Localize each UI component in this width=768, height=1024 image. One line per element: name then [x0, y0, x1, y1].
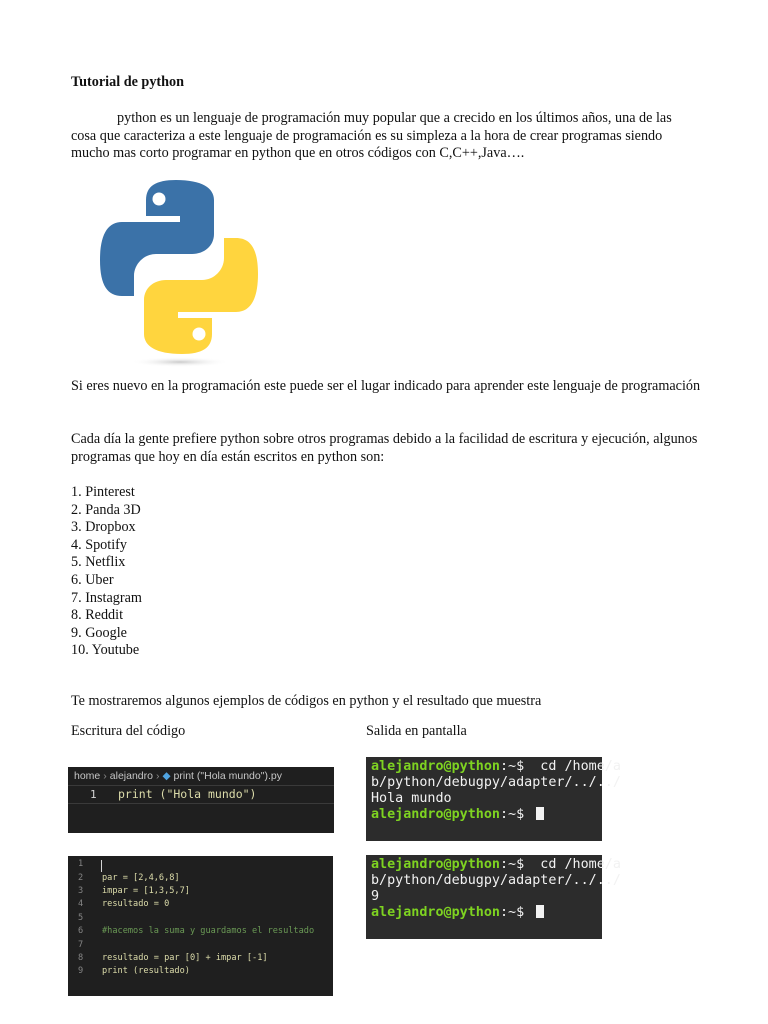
line-number: 2	[78, 873, 84, 883]
intro-text: python es un lenguaje de programación muy popular que a crecido en los últimos años, una de las cosa que caracteriza a este lenguaje de programación es su simpleza a la hora de crear programas siendo mucho mas corto programar en python que en otros códigos con C,C++,Java….	[71, 110, 672, 162]
chevron-right-icon: ›	[103, 770, 107, 782]
code-editor-sum	[68, 856, 333, 996]
document-title: Tutorial de python	[71, 74, 185, 90]
terminal-prompt: alejandro@python	[371, 759, 500, 774]
prompt-suffix: :~$	[500, 759, 533, 774]
line-number: 5	[78, 913, 84, 923]
terminal-prompt: alejandro@python	[371, 807, 500, 822]
breadcrumb	[74, 770, 282, 782]
terminal-line: b/python/debugpy/adapter/../../	[371, 873, 621, 888]
code-text: print (resultado)	[102, 966, 190, 976]
line-number: 1	[78, 859, 84, 869]
terminal-output: 9	[371, 889, 380, 904]
line-number: 7	[78, 940, 84, 950]
daily-paragraph: Cada día la gente prefiere python sobre otros programas debido a la facilidad de escritura y ejecución, algunos programas que hoy en día están escritos en python son:	[71, 431, 698, 465]
terminal-command: cd /home/a	[532, 857, 621, 872]
code-text: resultado = par [0] + impar [-1]	[102, 953, 268, 963]
list-item: 8. Reddit	[71, 607, 124, 624]
breadcrumb-item: alejandro	[109, 770, 153, 782]
terminal-prompt: alejandro@python	[371, 905, 500, 920]
line-number: 8	[78, 953, 84, 963]
line-number: 3	[78, 886, 84, 896]
terminal-cursor	[536, 905, 544, 918]
text-cursor	[101, 860, 102, 872]
newbie-paragraph: Si eres nuevo en la programación este puede ser el lugar indicado para aprender este lenguaje de programación	[71, 378, 701, 394]
python-file-icon: ◆	[162, 770, 171, 782]
terminal-cursor	[536, 807, 544, 820]
line-number: 4	[78, 899, 84, 909]
line-number: 6	[78, 926, 84, 936]
prompt-suffix: :~$	[500, 807, 533, 822]
terminal-line	[371, 857, 621, 873]
code-text: impar = [1,3,5,7]	[102, 886, 190, 896]
list-item: 9. Google	[71, 624, 127, 641]
list-item: 1. Pinterest	[71, 484, 135, 500]
line-number: 9	[78, 966, 84, 976]
apps-list	[71, 484, 142, 660]
list-item: 3. Dropbox	[71, 519, 136, 536]
terminal-line	[371, 807, 544, 823]
line-number: 1	[90, 788, 97, 801]
terminal-line	[371, 905, 544, 921]
terminal-line: b/python/debugpy/adapter/../../	[371, 775, 621, 790]
terminal-output: Hola mundo	[371, 791, 452, 806]
terminal-output-sum	[366, 855, 621, 939]
list-item: 7. Instagram	[71, 589, 142, 606]
chevron-right-icon: ›	[155, 770, 160, 782]
list-item: 6. Uber	[71, 571, 114, 588]
code-text: resultado = 0	[102, 899, 170, 909]
list-item: 5. Netflix	[71, 554, 126, 571]
terminal-line	[371, 759, 621, 775]
python-logo-icon	[96, 176, 262, 368]
list-item: 4. Spotify	[71, 536, 127, 553]
code-column-heading: Escritura del código	[71, 723, 186, 739]
terminal-prompt: alejandro@python	[371, 857, 500, 872]
prompt-suffix: :~$	[500, 857, 533, 872]
terminal-output-hello	[366, 757, 621, 841]
examples-intro: Te mostraremos algunos ejemplos de códigos en python y el resultado que muestra	[71, 693, 542, 709]
code-editor-hello	[68, 767, 334, 833]
breadcrumb-item: print ("Hola mundo").py	[173, 770, 282, 782]
output-column-heading: Salida en pantalla	[366, 723, 467, 739]
code-text: par = [2,4,6,8]	[102, 873, 180, 883]
breadcrumb-item: home	[74, 770, 101, 782]
code-comment: #hacemos la suma y guardamos el resultado	[102, 926, 315, 936]
code-line	[68, 785, 334, 804]
intro-paragraph	[71, 110, 691, 163]
list-item: 2. Panda 3D	[71, 501, 141, 518]
list-item: 10. Youtube	[71, 642, 140, 659]
prompt-suffix: :~$	[500, 905, 533, 920]
code-text: print ("Hola mundo")	[118, 787, 257, 801]
terminal-command: cd /home/a	[532, 759, 621, 774]
